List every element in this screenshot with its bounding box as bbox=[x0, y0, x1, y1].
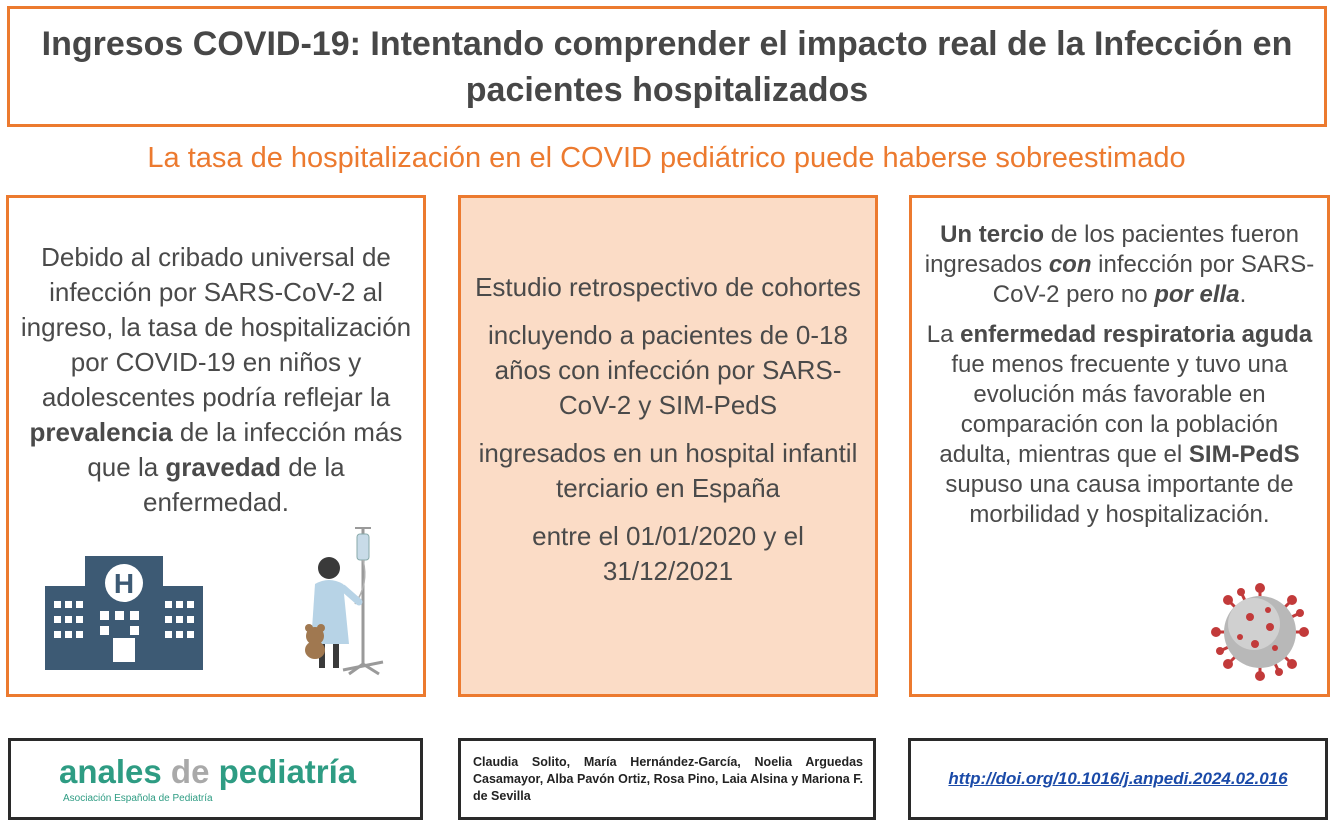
doi-link[interactable]: http://doi.org/10.1016/j.anpedi.2024.02.016 bbox=[948, 769, 1288, 788]
study-population: incluyendo a pacientes de 0-18 años con infección por SARS-CoV-2 y SIM-PedS bbox=[488, 320, 848, 420]
text-run: de la infección más que la bbox=[87, 417, 403, 482]
left-panel bbox=[6, 195, 426, 697]
text-run: de la enfermedad. bbox=[143, 452, 345, 517]
study-setting: ingresados en un hospital infantil terciario en España bbox=[478, 438, 858, 503]
study-design: Estudio retrospectivo de cohortes bbox=[475, 272, 861, 302]
bold-gravedad: gravedad bbox=[165, 452, 282, 482]
middle-panel-text bbox=[473, 270, 863, 602]
hospital-icon bbox=[45, 556, 203, 677]
journal-subtitle: Asociación Española de Pediatría bbox=[63, 793, 213, 804]
bold-un-tercio: Un tercio bbox=[940, 221, 1045, 248]
bold-italic-por-ella: por ella bbox=[1154, 281, 1240, 308]
bold-italic-con: con bbox=[1048, 251, 1092, 278]
text-run: fue menos frecuente y tuvo una evolución más favorable en comparación con la población adulta, mientras que el bbox=[939, 351, 1288, 468]
logo-part: anales bbox=[59, 753, 171, 790]
bold-enfermedad-respiratoria: enfermedad respiratoria aguda bbox=[960, 321, 1313, 348]
text-run: . bbox=[1239, 281, 1247, 308]
doi-box bbox=[908, 738, 1328, 820]
text-run: de los pacientes fueron ingresados bbox=[924, 221, 1299, 278]
text-run: La bbox=[926, 321, 961, 348]
text-run: infección por SARS-CoV-2 pero no bbox=[992, 251, 1315, 308]
hospital-letter: H bbox=[113, 568, 135, 599]
right-panel-text bbox=[922, 220, 1317, 540]
journal-logo bbox=[59, 753, 356, 791]
coronavirus-icon bbox=[1210, 582, 1310, 687]
text-run: supuso una causa importante de morbilidad y hospitalización. bbox=[945, 471, 1294, 528]
bold-sim-peds: SIM-PedS bbox=[1188, 441, 1300, 468]
page-title: Ingresos COVID-19: Intentando comprender el impacto real de la Infección en pacientes hospitalizados bbox=[41, 24, 1293, 109]
logo-part: pediatría bbox=[209, 753, 357, 790]
logo-part: de bbox=[170, 753, 210, 790]
left-panel-text bbox=[19, 240, 413, 520]
subtitle: La tasa de hospitalización en el COVID pediátrico puede haberse sobreestimado bbox=[147, 142, 1186, 174]
finding-one-third bbox=[922, 220, 1317, 310]
text-run: Debido al cribado universal de infección por SARS-CoV-2 al ingreso, la tasa de hospitalización por COVID-19 en niños y adolescentes podría reflejar la bbox=[20, 242, 412, 412]
finding-respiratory bbox=[922, 320, 1317, 530]
study-period: entre el 01/01/2020 y el 31/12/2021 bbox=[532, 521, 804, 586]
middle-panel bbox=[458, 195, 878, 697]
journal-logo-box bbox=[8, 738, 423, 820]
child-patient-icon bbox=[299, 524, 389, 681]
bold-prevalencia: prevalencia bbox=[29, 417, 173, 447]
authors-box bbox=[458, 738, 876, 820]
title-box bbox=[7, 6, 1327, 127]
authors: Claudia Solito, María Hernández-García, Noelia Arguedas Casamayor, Alba Pavón Ortiz, Rosa Pino, Laia Alsina y Mariona F. de Sevilla bbox=[473, 755, 863, 803]
right-panel bbox=[909, 195, 1330, 697]
